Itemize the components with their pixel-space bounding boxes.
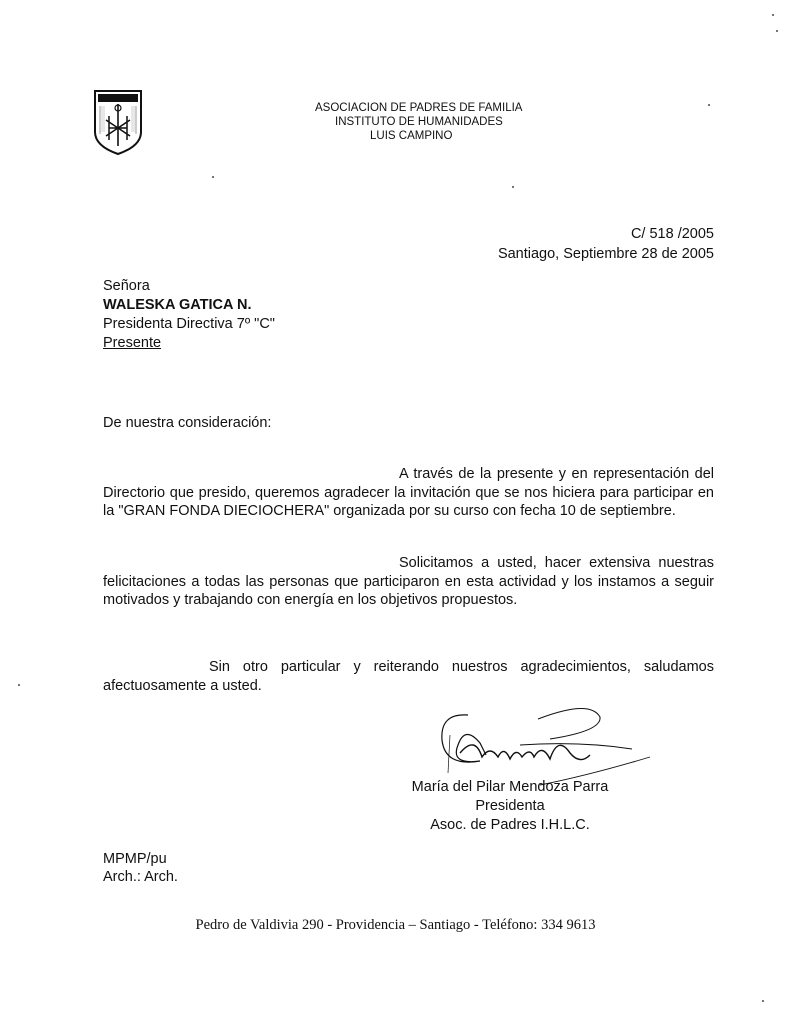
scan-speck: [512, 186, 514, 188]
recipient-block: [103, 277, 275, 353]
signature-block: [390, 778, 630, 835]
header-line-2: INSTITUTO DE HUMANIDADES: [335, 116, 503, 128]
body-paragraph-1-text: A través de la presente y en representación del Directorio que presido, queremos agradecer la invitación que se nos hiciera para participar en la "GRAN FONDA DIECIOCHERA" organizada por su curso con fecha 10 de septiembre.: [103, 466, 714, 519]
initials-line-2: Arch.: Arch.: [103, 869, 178, 885]
recipient-name: WALESKA GATICA N.: [103, 297, 252, 313]
letterhead: [300, 101, 560, 143]
scan-speck: [776, 30, 778, 32]
signatory-title: Presidenta: [475, 798, 545, 814]
body-paragraph-2: [103, 554, 714, 610]
body-paragraph-3-text: Sin otro particular y reiterando nuestros agradecimientos, saludamos afectuosamente a usted.: [103, 659, 714, 694]
initials-line-1: MPMP/pu: [103, 851, 167, 867]
recipient-present: Presente: [103, 335, 162, 351]
header-line-1: ASOCIACION DE PADRES DE FAMILIA: [315, 102, 523, 114]
signatory-org: Asoc. de Padres I.H.L.C.: [430, 817, 590, 833]
body-paragraph-2-text: Solicitamos a usted, hacer extensiva nuestras felicitaciones a todas las personas que participaron en esta actividad y los instamos a seguir motivados y trabajando con energía en los objetivos propuestos.: [103, 555, 714, 608]
recipient-salutation: Señora: [103, 278, 150, 294]
scan-speck: [18, 684, 20, 686]
scan-speck: [708, 104, 710, 106]
scan-speck: [762, 1000, 764, 1002]
scan-speck: [212, 176, 214, 178]
place-date: Santiago, Septiembre 28 de 2005: [497, 246, 714, 262]
reference-initials: [103, 850, 178, 886]
greeting: De nuestra consideración:: [103, 415, 272, 431]
reference-block: [498, 224, 714, 264]
scan-speck: [772, 14, 774, 16]
body-paragraph-1: [103, 465, 714, 521]
footer-address: Pedro de Valdivia 290 - Providencia – Santiago - Teléfono: 334 9613: [195, 917, 596, 933]
school-seal-icon: [92, 88, 144, 156]
signatory-name: María del Pilar Mendoza Parra: [411, 779, 609, 795]
body-paragraph-3: [103, 658, 714, 695]
reference-number: C/ 518 /2005: [630, 226, 714, 242]
header-line-3: LUIS CAMPINO: [370, 130, 453, 142]
recipient-position: Presidenta Directiva 7º "C": [103, 316, 275, 332]
